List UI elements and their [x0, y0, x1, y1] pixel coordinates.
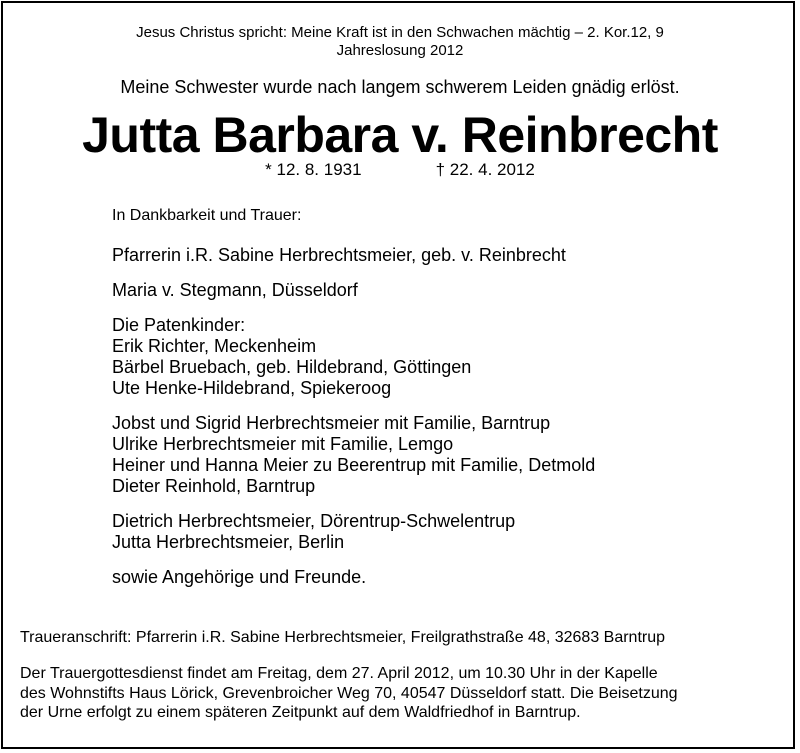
mourner-line: Dieter Reinhold, Barntrup [112, 476, 316, 496]
bible-motto [0, 24, 800, 60]
service-info [20, 664, 785, 723]
life-dates [0, 159, 800, 181]
mourner-line: Jobst und Sigrid Herbrechtsmeier mit Familie, Barntrup [112, 413, 551, 433]
service-line: des Wohnstifts Haus Lörick, Grevenbroicher Weg 70, 40547 Düsseldorf statt. Die Beisetzung [20, 684, 678, 702]
mourner-line: Maria v. Stegmann, Düsseldorf [112, 280, 358, 300]
mourner-line: Ulrike Herbrechtsmeier mit Familie, Lemgo [112, 434, 454, 454]
mourner-line: Ute Henke-Hildebrand, Spiekeroog [112, 378, 392, 398]
mourner-line: Dietrich Herbrechtsmeier, Dörentrup-Schwelentrup [112, 511, 516, 531]
mourner-group [112, 511, 782, 553]
mourner-line: Die Patenkinder: [112, 315, 246, 335]
mourner-line: sowie Angehörige und Freunde. [112, 567, 367, 587]
service-line: der Urne erfolgt zu einem späteren Zeitpunkt auf dem Waldfriedhof in Barntrup. [20, 704, 581, 721]
mourning-address: Traueranschrift: Pfarrerin i.R. Sabine Herbrechtsmeier, Freilgrathstraße 48, 32683 Barntrup [20, 629, 666, 646]
mourners-label: In Dankbarkeit und Trauer: [112, 207, 302, 224]
motto-line-2: Jahreslosung 2012 [336, 42, 464, 59]
mourner-line: Erik Richter, Meckenheim [112, 336, 317, 356]
mourner-line: Heiner und Hanna Meier zu Beerentrup mit Familie, Detmold [112, 455, 596, 475]
mourner-line: Bärbel Bruebach, geb. Hildebrand, Göttingen [112, 357, 472, 377]
mourner-group [112, 315, 782, 399]
birth-date: * 12. 8. 1931 [265, 160, 362, 179]
mourners-list [112, 205, 782, 602]
death-date: † 22. 4. 2012 [435, 160, 535, 179]
service-line: Der Trauergottesdienst findet am Freitag, dem 27. April 2012, um 10.30 Uhr in der Kapelle [20, 665, 658, 682]
mourner-group [112, 280, 782, 301]
mourner-group [112, 245, 782, 266]
intro-text: Meine Schwester wurde nach langem schwerem Leiden gnädig erlöst. [120, 77, 680, 97]
mourner-line: Pfarrerin i.R. Sabine Herbrechtsmeier, geb. v. Reinbrecht [112, 245, 566, 265]
motto-line-1: Jesus Christus spricht: Meine Kraft ist in den Schwachen mächtig – 2. Kor.12, 9 [136, 24, 664, 41]
mourner-group [112, 413, 782, 497]
deceased-name: Jutta Barbara v. Reinbrecht [82, 107, 718, 163]
mourner-line: Jutta Herbrechtsmeier, Berlin [112, 532, 345, 552]
mourner-group [112, 567, 782, 588]
